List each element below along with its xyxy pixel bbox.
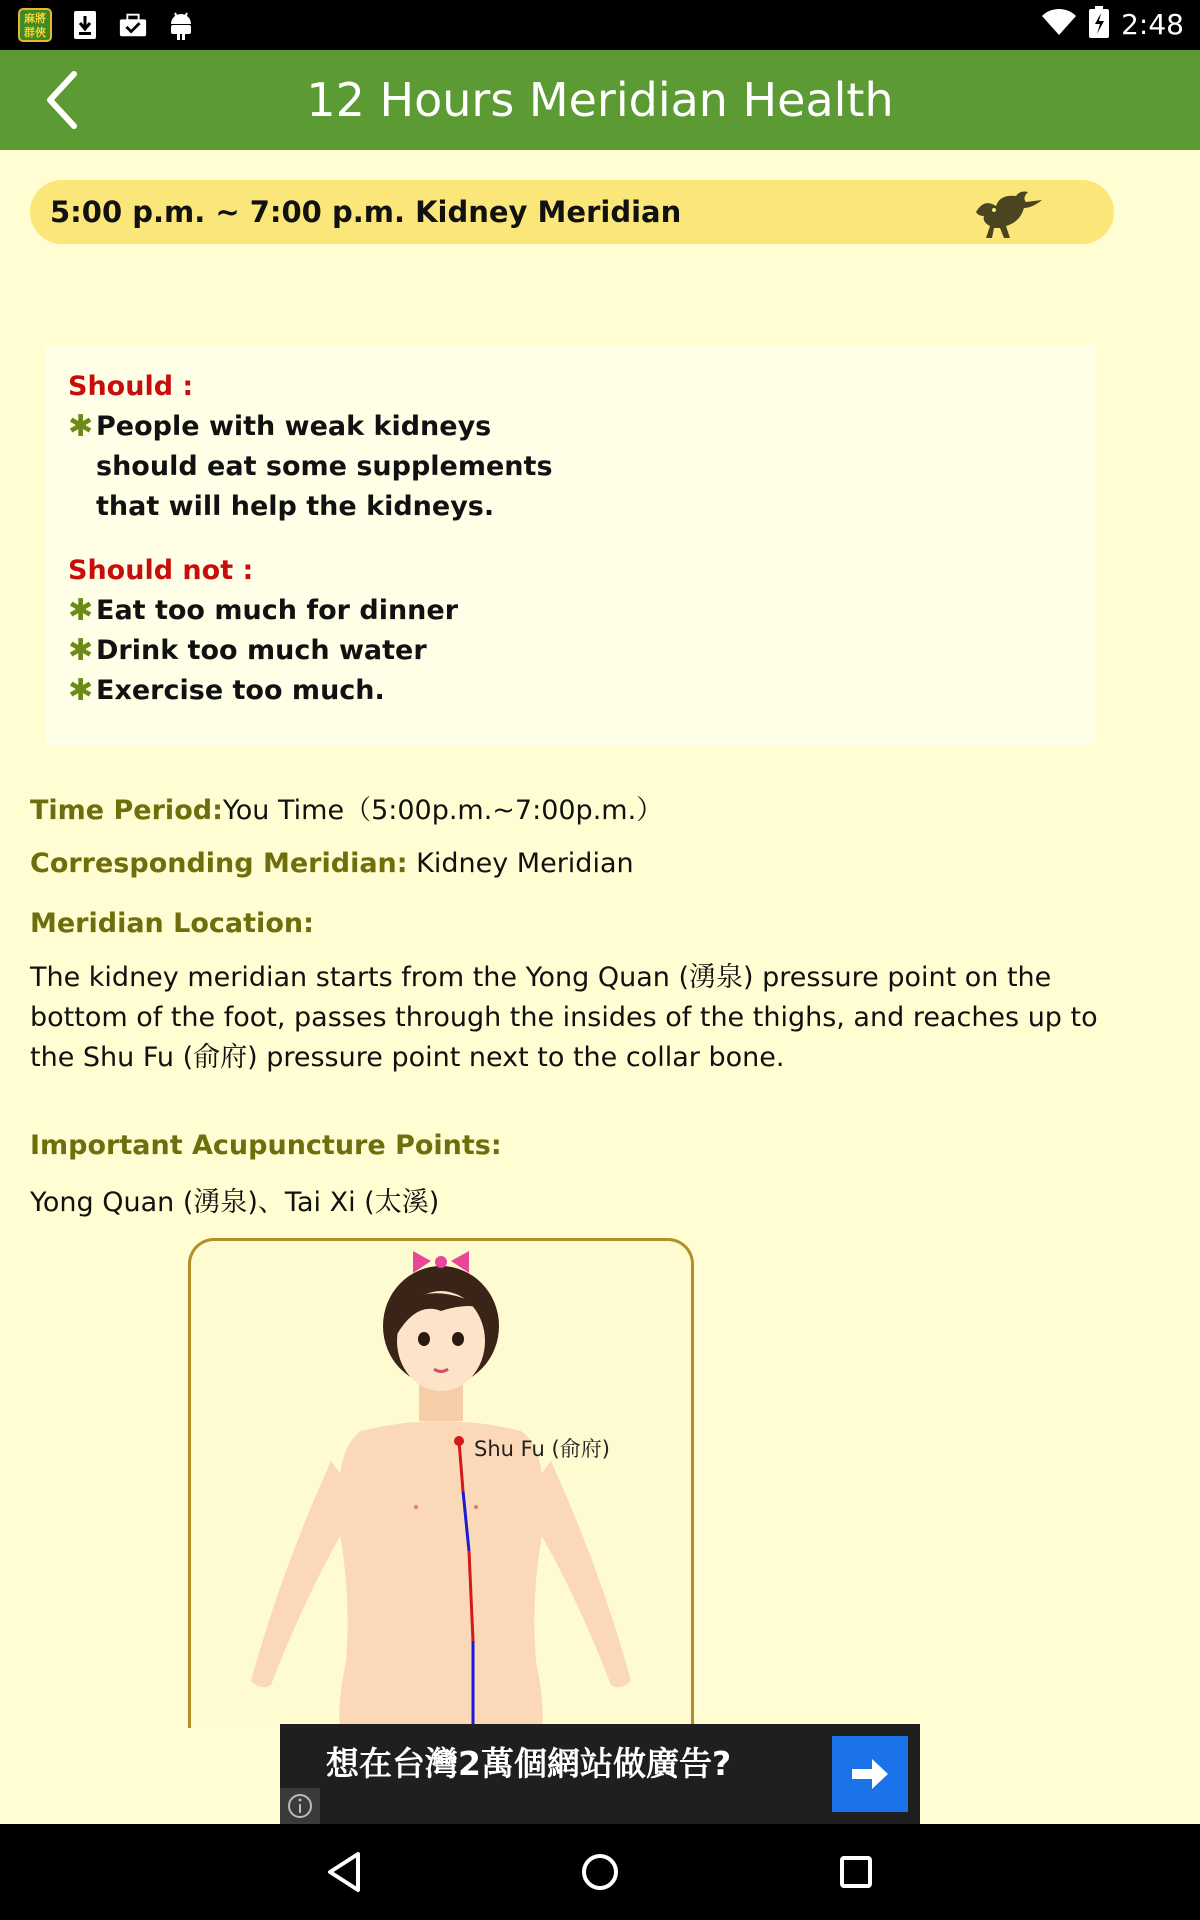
- list-item: ✱ Drink too much water: [68, 631, 1074, 671]
- app-notification-icon: 麻將 群俠: [18, 8, 52, 42]
- back-triangle-icon: [324, 1850, 364, 1894]
- advice-panel: [46, 345, 1096, 745]
- page-title: 12 Hours Meridian Health: [306, 73, 894, 127]
- list-item: ✱ Exercise too much.: [68, 671, 1074, 711]
- nav-recents-button[interactable]: [826, 1842, 886, 1902]
- nav-back-button[interactable]: [314, 1842, 374, 1902]
- time-period-value: You Time（5:00p.m.~7:00p.m.）: [222, 795, 664, 826]
- star-bullet-icon: ✱: [68, 593, 94, 628]
- ad-text[interactable]: 想在台灣2萬個網站做廣告?: [326, 1744, 732, 1783]
- meridian-row: [30, 848, 634, 879]
- bird-icon: [970, 186, 1050, 242]
- system-nav-bar: [0, 1824, 1200, 1920]
- list-item: ✱ People with weak kidneys should eat some supplements that will help the kidneys.: [68, 407, 1074, 527]
- meridian-value: Kidney Meridian: [407, 848, 634, 879]
- star-bullet-icon: ✱: [68, 673, 94, 708]
- time-period-label: Time Period:: [30, 795, 223, 826]
- wifi-icon: [1041, 7, 1077, 41]
- status-time: 2:48: [1121, 7, 1184, 41]
- ad-arrow-button[interactable]: [832, 1736, 908, 1812]
- list-item: ✱ Eat too much for dinner: [68, 591, 1074, 631]
- location-label: Meridian Location:: [30, 908, 314, 939]
- nav-home-button[interactable]: [570, 1842, 630, 1902]
- points-label: Important Acupuncture Points:: [30, 1130, 502, 1161]
- status-bar: [0, 0, 1200, 50]
- download-icon: [70, 8, 100, 42]
- banner-title: 5:00 p.m. ~ 7:00 p.m. Kidney Meridian: [50, 195, 682, 229]
- points-value: Yong Quan (湧泉)、Tai Xi (太溪): [30, 1187, 440, 1218]
- meridian-illustration: [188, 1238, 694, 1728]
- battery-icon: [1089, 6, 1109, 42]
- time-period-row: [30, 788, 663, 827]
- shu-fu-point-label: Shu Fu (俞府): [474, 1437, 610, 1461]
- body-figure-image: [191, 1241, 694, 1728]
- meridian-time-banner: [30, 180, 1114, 244]
- app-bar: [0, 50, 1200, 150]
- star-bullet-icon: ✱: [68, 633, 94, 668]
- should-heading: Should :: [68, 371, 194, 402]
- ad-info-button[interactable]: [280, 1788, 320, 1824]
- back-button[interactable]: [30, 68, 94, 132]
- meridian-label: Corresponding Meridian:: [30, 848, 408, 879]
- location-text: The kidney meridian starts from the Yong Quan (湧泉) pressure point on the bottom of the foot, passes through the insides of the thighs, and reaches up to the Shu Fu (俞府) pressure point next to the collar bone.: [30, 962, 1098, 1073]
- star-bullet-icon: ✱: [68, 409, 94, 444]
- should-not-heading: Should not :: [68, 555, 254, 586]
- home-circle-icon: [580, 1852, 620, 1892]
- info-icon: [287, 1793, 313, 1819]
- android-icon: [166, 8, 196, 42]
- recents-square-icon: [838, 1854, 874, 1890]
- arrow-right-icon: [850, 1757, 890, 1791]
- ad-banner[interactable]: [280, 1724, 920, 1824]
- briefcase-icon: [118, 8, 148, 42]
- chevron-left-icon: [42, 70, 82, 130]
